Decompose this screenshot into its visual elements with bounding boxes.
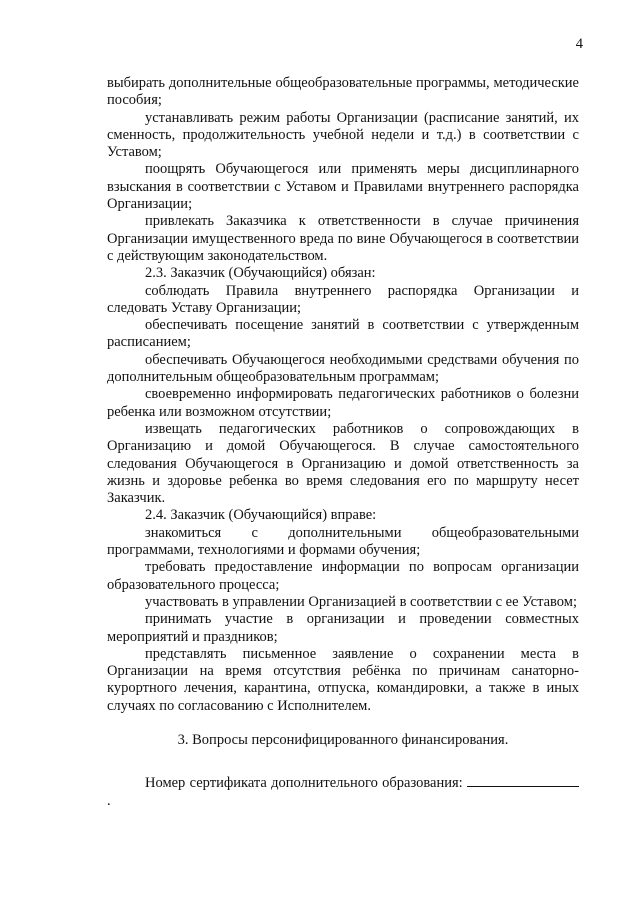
section-3-heading: 3. Вопросы персонифицированного финансирования. <box>177 731 509 748</box>
certificate-number-blank <box>467 772 579 787</box>
certificate-label: Номер сертификата дополнительного образования: <box>145 775 463 792</box>
paragraph-customer-liability: привлекать Заказчика к ответственности в случае причинения Организации имущественного вреда по вине Обучающегося в соответствии с действующим законодательством. <box>107 213 579 264</box>
paragraph-participate-management: участвовать в управлении Организацией в соответствии с ее Уставом; <box>145 593 577 610</box>
clause-2-3-heading: 2.3. Заказчик (Обучающийся) обязан: <box>145 265 376 282</box>
paragraph-learning-supplies: обеспечивать Обучающегося необходимыми средствами обучения по дополнительным общеобразовательным программам; <box>107 351 579 386</box>
paragraph-request-info: требовать предоставление информации по вопросам организации образовательного процесса; <box>107 559 579 593</box>
paragraph-notify-illness: своевременно информировать педагогических работников о болезни ребенка или возможном отсутствии; <box>107 386 579 420</box>
page-number: 4 <box>575 36 583 52</box>
paragraph-participate-events: принимать участие в организации и проведении совместных мероприятий и праздников; <box>107 611 579 645</box>
paragraph-familiarize: знакомиться с дополнительными общеобразовательными программами, технологиями и формами обучения; <box>107 524 579 559</box>
clause-2-4-heading: 2.4. Заказчик (Обучающийся) вправе: <box>145 507 377 524</box>
paragraph-set-schedule: устанавливать режим работы Организации (расписание занятий, их сменность, продолжительность учебной недели и т.д.) в соответствии с Уставом; <box>107 109 579 161</box>
paragraph-place-retention: представлять письменное заявление о сохранении места в Организации на время отсутствия ребёнка по причинам санаторно-курортного лечения, карантина, отпуска, командировки, а также в иных случаях по согласованию с Исполнителем. <box>107 645 579 714</box>
paragraph-attendance: обеспечивать посещение занятий в соответствии с утвержденным расписанием; <box>107 317 579 351</box>
paragraph-escort-notice: извещать педагогических работников о сопровождающих в Организацию и домой Обучающегося. В случае самостоятельного следования Обучающегося в Организацию и домой ответственность за жизнь и здоровье ребенка во время следования его по маршруту несет Заказчик. <box>107 420 579 507</box>
paragraph-follow-rules: соблюдать Правила внутреннего распорядка Организации и следовать Уставу Организации; <box>107 282 579 316</box>
paragraph-encourage-discipline: поощрять Обучающегося или применять меры дисциплинарного взыскания в соответствии с Уставом и Правилами внутреннего распорядка Организации; <box>107 161 579 213</box>
paragraph-choose-programs: выбирать дополнительные общеобразовательные программы, методические пособия; <box>107 75 579 109</box>
document-body <box>107 75 579 810</box>
certificate-number-line <box>107 772 579 810</box>
certificate-suffix: . <box>107 792 111 809</box>
